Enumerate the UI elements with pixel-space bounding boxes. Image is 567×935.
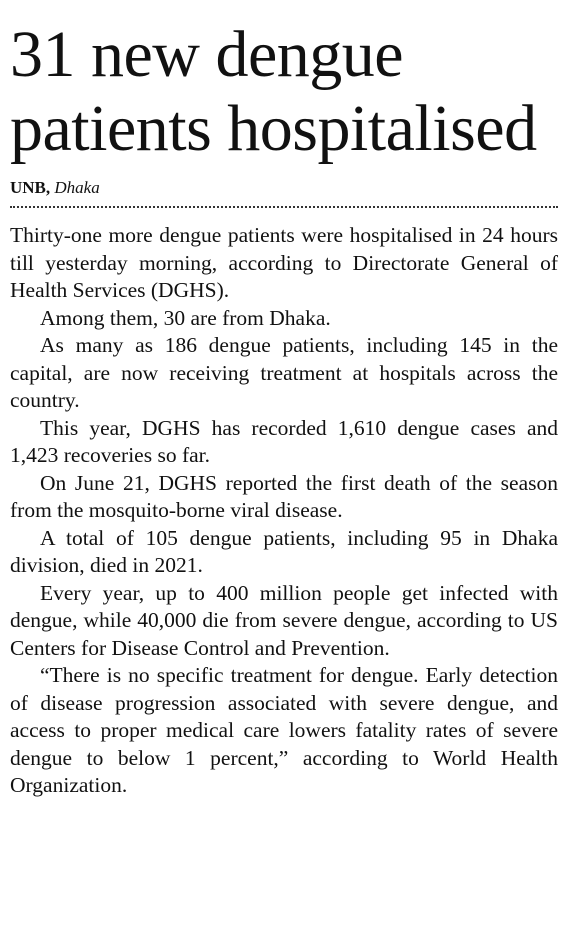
byline [10, 178, 558, 198]
paragraph: This year, DGHS has recorded 1,610 dengue cases and 1,423 recoveries so far. [10, 415, 558, 467]
paragraph: Thirty-one more dengue patients were hospitalised in 24 hours till yesterday morning, according to Directorate General of Health Services (DGHS). [10, 223, 558, 302]
news-article [10, 0, 558, 800]
paragraph: As many as 186 dengue patients, including 145 in the capital, are now receiving treatment at hospitals across the country. [10, 333, 558, 412]
paragraph: “There is no specific treatment for dengue. Early detection of disease progression associated with severe dengue, and access to proper medical care lowers fatality rates of severe dengue to below 1 percent,” according to World Health Organization. [10, 663, 558, 797]
paragraph: On June 21, DGHS reported the first death of the season from the mosquito-borne viral disease. [10, 470, 558, 522]
paragraph: A total of 105 dengue patients, including 95 in Dhaka division, died in 2021. [10, 525, 558, 577]
headline: 31 new dengue patients hospitalised [10, 18, 537, 165]
paragraph: Among them, 30 are from Dhaka. [40, 305, 331, 330]
byline-agency: UNB, [10, 178, 51, 197]
dotted-divider [10, 206, 558, 208]
article-body [10, 222, 558, 800]
byline-place: Dhaka [54, 178, 100, 197]
paragraph: Every year, up to 400 million people get infected with dengue, while 40,000 die from severe dengue, according to US Centers for Disease Control and Prevention. [10, 580, 558, 660]
